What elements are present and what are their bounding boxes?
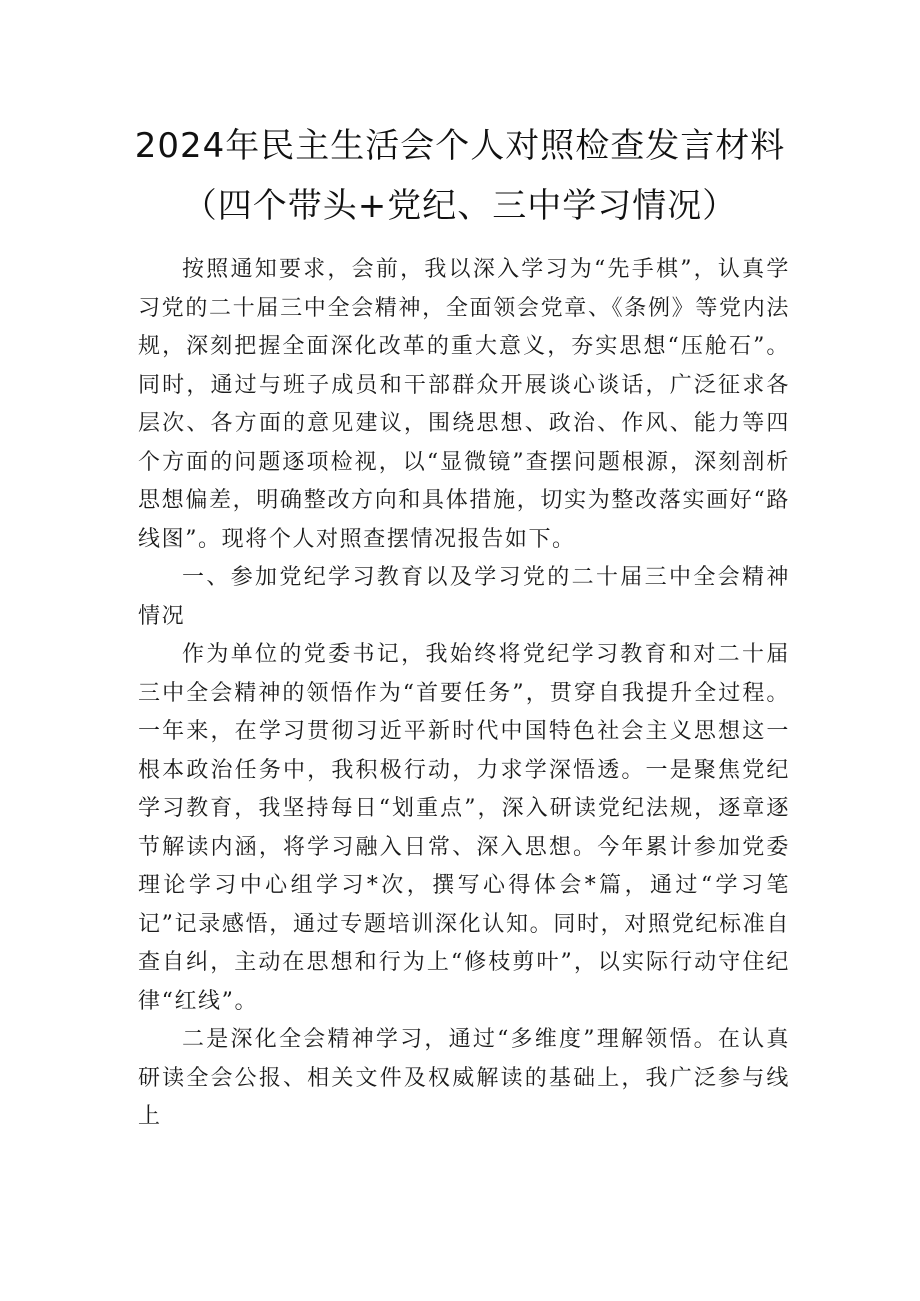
paragraph-intro: 按照通知要求，会前，我以深入学习为“先手棋”，认真学习党的二十届三中全会精神，全面领会党章、《条例》等党内法规，深刻把握全面深化改革的重大意义，夯实思想“压舱石”。同时，通过与班子成员和干部群众开展谈心谈话，广泛征求各层次、各方面的意见建议，围绕思想、政治、作风、能力等四个方面的问题逐项检视，以“显微镜”查摆问题根源，深刻剖析思想偏差，明确整改方向和具体措施，切实为整改落实画好“路线图”。现将个人对照查摆情况报告如下。: [138, 257, 790, 552]
document-title: 2024年民主生活会个人对照检查发言材料: [134, 126, 786, 166]
paragraph-section-1: 作为单位的党委书记，我始终将党纪学习教育和对二十届三中全会精神的领悟作为“首要任务”，贯穿自我提升全过程。一年来，在学习贯彻习近平新时代中国特色社会主义思想这一根本政治任务中，我积极行动，力求学深悟透。一是聚焦党纪学习教育，我坚持每日“划重点”，深入研读党纪法规，逐章逐节解读内涵，将学习融入日常、深入思想。今年累计参加党委理论学习中心组学习*次，撰写心得体会*篇，通过“学习笔记”记录感悟，通过专题培训深化认知。同时，对照党纪标准自查自纠，主动在思想和行为上“修枝剪叶”，以实际行动守住纪律“红线”。: [138, 642, 790, 1014]
section-heading-1: 一、参加党纪学习教育以及学习党的二十届三中全会精神情况: [138, 565, 790, 629]
paragraph-section-1-point-2: 二是深化全会精神学习，通过“多维度”理解领悟。在认真研读全会公报、相关文件及权威解读的基础上，我广泛参与线上: [138, 1027, 790, 1129]
document-body: [138, 251, 790, 1137]
document-subtitle: （四个带头+党纪、三中学习情况）: [182, 186, 738, 226]
